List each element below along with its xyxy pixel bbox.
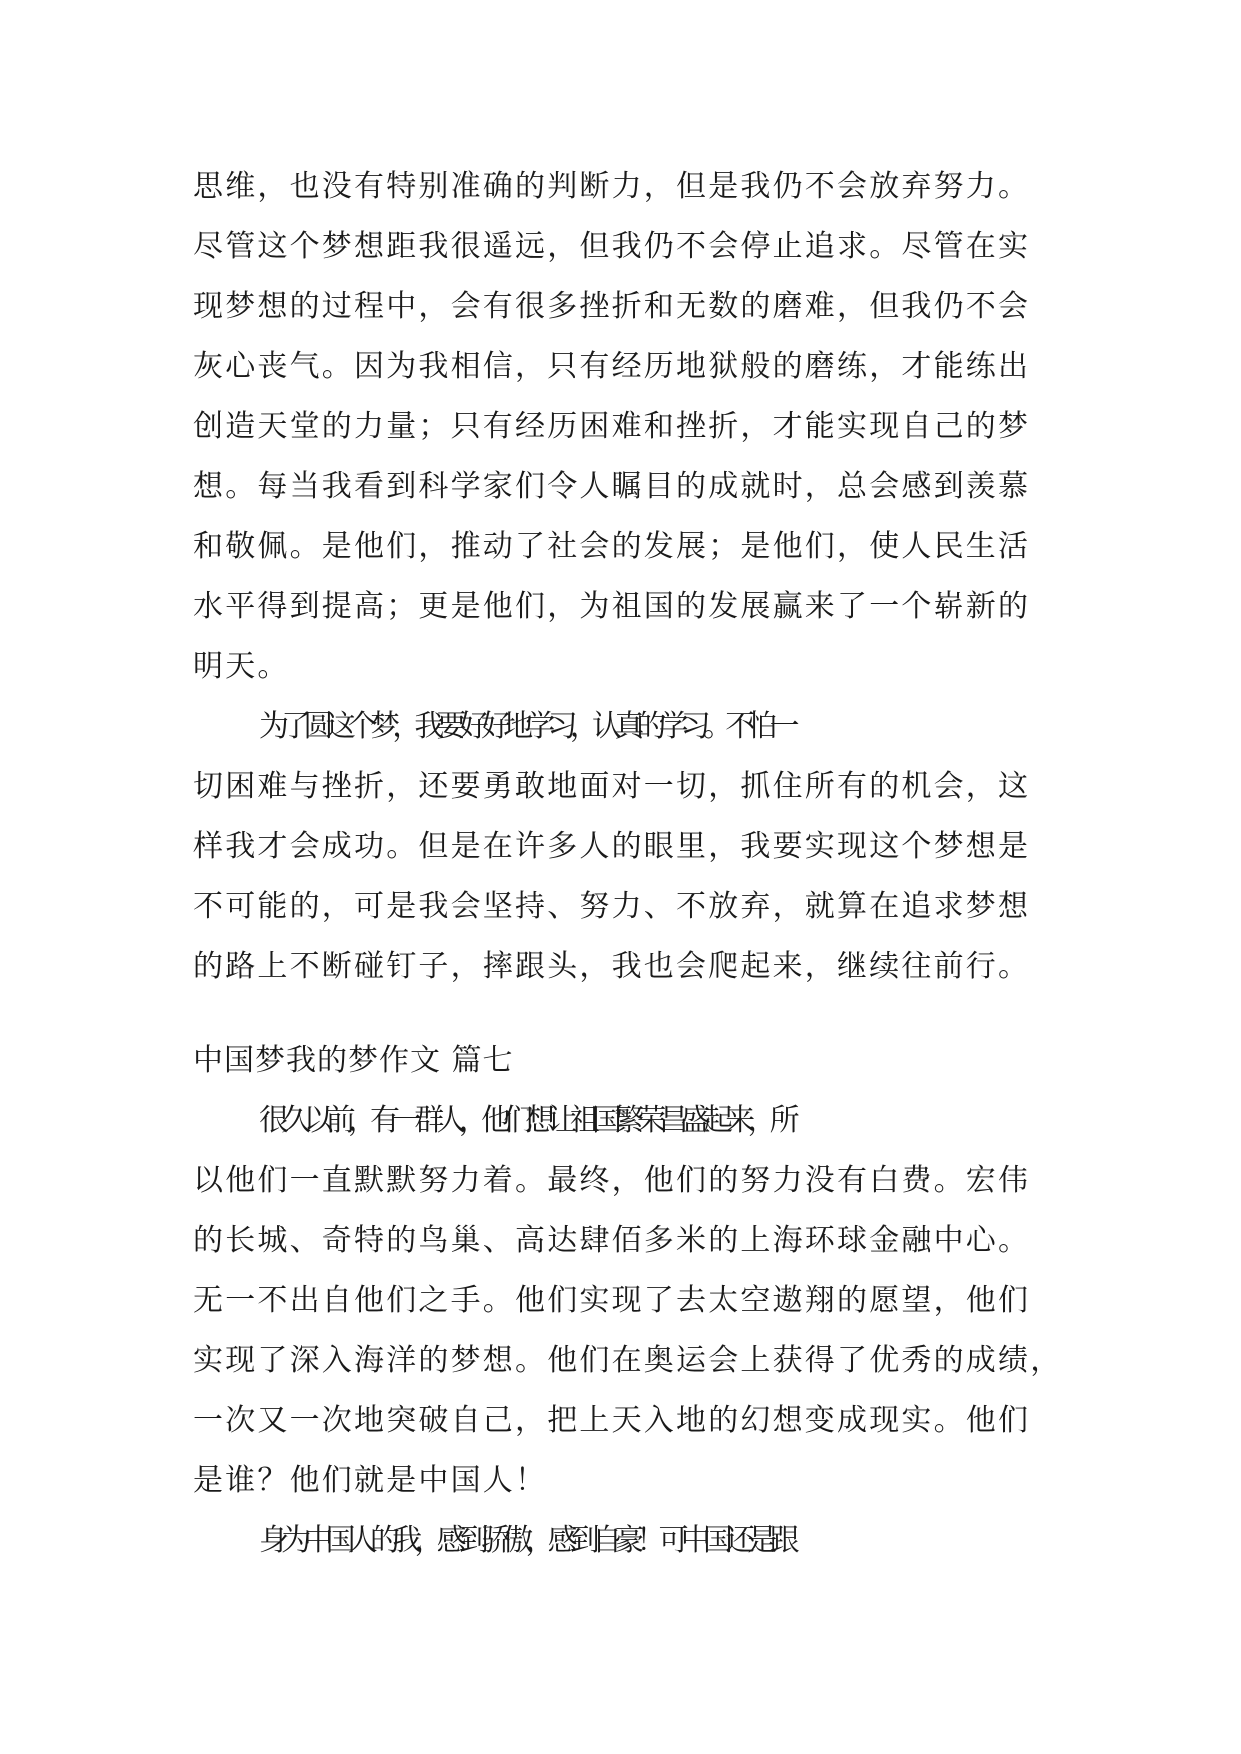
text-line: 想。每当我看到科学家们令人瞩目的成就时，总会感到羡慕 bbox=[193, 469, 1031, 504]
text-line: 以他们一直默默努力着。最终，他们的努力没有白费。宏伟 bbox=[193, 1163, 1031, 1198]
text-line: 水平得到提高；更是他们，为祖国的发展赢来了一个崭新的 bbox=[193, 589, 1031, 624]
text-line: 的长城、奇特的鸟巢、高达肆佰多米的上海环球金融中心。 bbox=[193, 1223, 1031, 1258]
text-line: 和敬佩。是他们，推动了社会的发展；是他们，使人民生活 bbox=[193, 529, 1031, 564]
text-line: 尽管这个梦想距我很遥远，但我仍不会停止追求。尽管在实 bbox=[193, 229, 1031, 264]
paragraph-start-line: 身为中国人的我，感到骄傲，感到自豪！可中国还是跟 bbox=[259, 1523, 792, 1558]
text-line: 创造天堂的力量；只有经历困难和挫折，才能实现自己的梦 bbox=[193, 409, 1031, 444]
text-line: 现梦想的过程中，会有很多挫折和无数的磨难，但我仍不会 bbox=[193, 289, 1031, 324]
text-line: 不可能的，可是我会坚持、努力、不放弃，就算在追求梦想 bbox=[193, 889, 1031, 924]
text-line: 明天。 bbox=[193, 649, 290, 684]
text-line: 思维，也没有特别准确的判断力，但是我仍不会放弃努力。 bbox=[193, 169, 1031, 204]
text-line: 切困难与挫折，还要勇敢地面对一切，抓住所有的机会，这 bbox=[193, 769, 1031, 804]
text-line: 灰心丧气。因为我相信，只有经历地狱般的磨练，才能练出 bbox=[193, 349, 1031, 384]
text-line: 实现了深入海洋的梦想。他们在奥运会上获得了优秀的成绩， bbox=[193, 1343, 1063, 1378]
text-line: 的路上不断碰钉子，摔跟头，我也会爬起来，继续往前行。 bbox=[193, 949, 1031, 984]
text-line: 无一不出自他们之手。他们实现了去太空遨翔的愿望，他们 bbox=[193, 1283, 1031, 1318]
text-line: 是谁？他们就是中国人！ bbox=[193, 1463, 548, 1498]
paragraph-start-line: 很久以前，有一群人，他们想让祖国繁荣昌盛起来，所 bbox=[259, 1103, 792, 1138]
text-line: 样我才会成功。但是在许多人的眼里，我要实现这个梦想是 bbox=[193, 829, 1031, 864]
paragraph-start-line: 为了圆这个梦，我要好好地学习，认真的学习。不怕一 bbox=[259, 709, 792, 744]
text-line: 一次又一次地突破自己，把上天入地的幻想变成现实。他们 bbox=[193, 1403, 1031, 1438]
section-heading: 中国梦我的梦作文 篇七 bbox=[193, 1043, 514, 1078]
